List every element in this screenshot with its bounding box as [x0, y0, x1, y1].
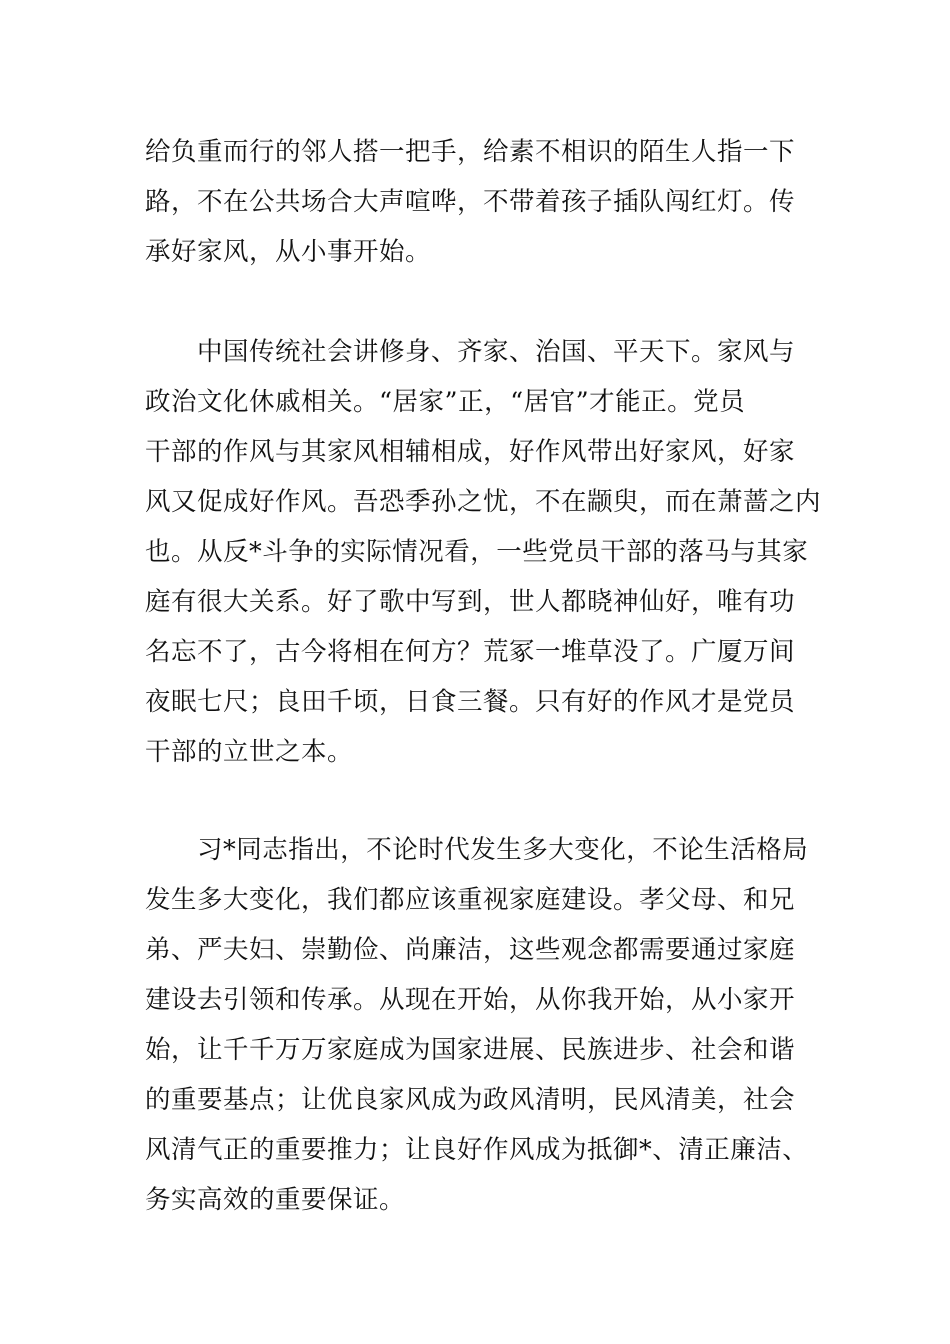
- paragraph-line: 名忘不了，古今将相在何方？荒冢一堆草没了。广厦万间: [145, 637, 796, 667]
- paragraph-line: 庭有很大关系。好了歌中写到，世人都晓神仙好，唯有功: [145, 587, 796, 617]
- paragraph-line: 路，不在公共场合大声喧哗，不带着孩子插队闯红灯。传: [145, 187, 796, 217]
- paragraph-line: 的重要基点；让优良家风成为政风清明，民风清美，社会: [145, 1085, 796, 1115]
- paragraph-line: 中国传统社会讲修身、齐家、治国、平天下。家风与: [197, 337, 796, 367]
- paragraph-line: 风又促成好作风。吾恐季孙之忧，不在颛臾，而在萧蔷之内: [145, 487, 822, 517]
- paragraph-line: 夜眠七尺；良田千顷，日食三餐。只有好的作风才是党员: [145, 687, 796, 717]
- paragraph-family-small-things: [145, 127, 810, 277]
- paragraph-line: 务实高效的重要保证。: [145, 1185, 406, 1215]
- paragraph-line: 干部的立世之本。: [145, 737, 354, 767]
- paragraph-family-and-politics: [145, 327, 822, 777]
- paragraph-line: 发生多大变化，我们都应该重视家庭建设。孝父母、和兄: [145, 885, 796, 915]
- paragraph-line: 风清气正的重要推力；让良好作风成为抵御*、清正廉洁、: [145, 1135, 809, 1165]
- paragraph-line: 给负重而行的邻人搭一把手，给素不相识的陌生人指一下: [145, 137, 796, 167]
- paragraph-line: 习*同志指出，不论时代发生多大变化，不论生活格局: [197, 835, 809, 865]
- paragraph-line: 弟、严夫妇、崇勤俭、尚廉洁，这些观念都需要通过家庭: [145, 935, 796, 965]
- paragraph-line: 承好家风，从小事开始。: [145, 237, 432, 267]
- paragraph-line: 也。从反*斗争的实际情况看，一些党员干部的落马与其家: [145, 537, 809, 567]
- paragraph-line: 干部的作风与其家风相辅相成，好作风带出好家风，好家: [145, 437, 796, 467]
- paragraph-line: 始，让千千万万家庭成为国家进展、民族进步、社会和谐: [145, 1035, 796, 1065]
- paragraph-family-building: [145, 825, 810, 1225]
- paragraph-line: 建设去引领和传承。从现在开始，从你我开始，从小家开: [145, 985, 796, 1015]
- paragraph-line: 政治文化休戚相关。“居家”正，“居官”才能正。党员: [145, 387, 746, 417]
